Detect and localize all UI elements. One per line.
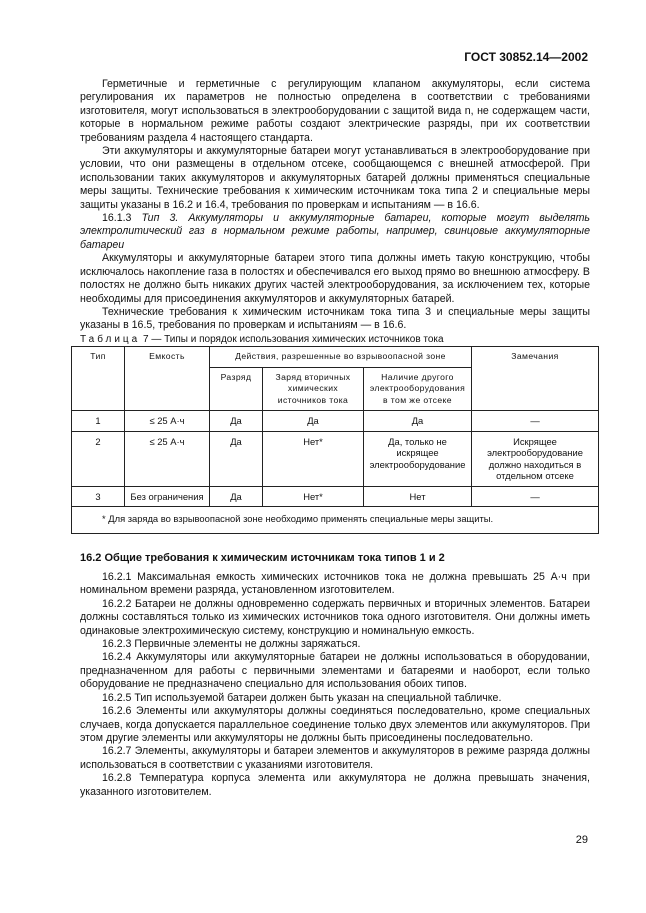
cell-type: 3 (72, 486, 125, 507)
document-header: ГОСТ 30852.14—2002 (464, 50, 588, 64)
header-discharge: Разряд (210, 367, 263, 411)
paragraph: 16.2.8 Температура корпуса элемента или аккумулятора не должна превышать значения, указанного изготовителем. (80, 772, 590, 798)
paragraph: Герметичные и герметичные с регулирующим клапаном аккумуляторы, если система регулирования их параметров не полностью определена в соответствии с требованиями изготовителя, могут использоваться в электрооборудовании с защитой вида n, не содержащем части, которые в нормальном режиме работы создают электрические разряды, при их соответствии требованиям раздела 4 настоящего стандарта. (80, 78, 590, 144)
paragraph: Технические требования к химическим источникам тока типа 3 и специальные меры защиты указаны в 16.5, требования по проверкам и испытаниям — в 16.6. (80, 305, 590, 332)
cell-charge: Нет* (263, 431, 364, 486)
cell-discharge: Да (210, 431, 263, 486)
header-charge: Заряд вторичных химических источников тока (263, 367, 364, 411)
paragraph: 16.2.5 Тип используемой батареи должен быть указан на специальной табличке. (102, 691, 502, 704)
paragraph: Эти аккумуляторы и аккумуляторные батареи могут устанавливаться в электрооборудование при условии, что они размещены в отдельном отсеке, сообщающемся с внешней атмосферой. При использовании таких аккумуляторов и аккумуляторных батарей должны применяться специальные меры защиты. Технические требования к химическим источникам тока типа 2 и специальные меры защиты указаны в 16.2 и 16.4, требования по проверкам и испытаниям — в 16.6. (80, 145, 590, 211)
cell-capacity: ≤ 25 А·ч (125, 411, 210, 432)
header-type: Тип (72, 347, 125, 411)
cell-discharge: Да (210, 411, 263, 432)
cell-other: Нет (364, 486, 472, 507)
cell-notes: Искрящее электрооборудование должно находиться в отдельном отсеке (472, 431, 599, 486)
cell-charge: Да (263, 411, 364, 432)
paragraph: 16.2.6 Элементы или аккумуляторы должны соединяться последовательно, кроме специальных случаев, когда допускается параллельное соединение только двух элементов или аккумуляторов. При этом другие элементы или аккумуляторы не должны быть присоединены последовательно. (80, 705, 590, 744)
table-caption (80, 333, 590, 346)
cell-charge: Нет* (263, 486, 364, 507)
battery-types-table (71, 346, 599, 534)
section-heading: 16.2 Общие требования к химическим источникам тока типов 1 и 2 (80, 551, 445, 564)
clause-16-1-3 (80, 212, 590, 252)
clause-title: Тип 3. Аккумуляторы и аккумуляторные батареи, которые могут выделять электролитический газ в нормальном режиме работы, например, свинцовые аккумуляторные батареи (80, 212, 590, 251)
cell-discharge: Да (210, 486, 263, 507)
header-actions: Действия, разрешенные во взрывоопасной зоне (210, 347, 472, 368)
table-row (72, 411, 599, 432)
table-row (72, 431, 599, 486)
cell-capacity: Без ограничения (125, 486, 210, 507)
page-content (80, 78, 590, 799)
header-capacity: Емкость (125, 347, 210, 411)
paragraph: 16.2.7 Элементы, аккумуляторы и батареи элементов и аккумуляторов в режиме разряда должны использоваться в соответствии с указаниями изготовителя. (80, 745, 590, 771)
paragraph: 16.2.3 Первичные элементы не должны заряжаться. (102, 638, 361, 651)
paragraph: 16.2.4 Аккумуляторы или аккумуляторные батареи не должны использоваться в оборудовании, предназначенном для работы с первичными элементами и батареями и наоборот, если только оборудование не предназначено специально для использования обоих типов. (80, 651, 590, 691)
cell-notes: — (472, 411, 599, 432)
header-other: Наличие другого электрооборудования в том же отсеке (364, 367, 472, 411)
cell-capacity: ≤ 25 А·ч (125, 431, 210, 486)
cell-type: 2 (72, 431, 125, 486)
cell-type: 1 (72, 411, 125, 432)
header-notes: Замечания (472, 347, 599, 411)
paragraph: 16.2.1 Максимальная емкость химических источников тока не должна превышать 25 А·ч при номинальном времени разряда, установленном изготовителем. (80, 571, 590, 597)
cell-other: Да (364, 411, 472, 432)
cell-notes: — (472, 486, 599, 507)
table-row (72, 486, 599, 507)
paragraph: 16.2.2 Батареи не должны одновременно содержать первичных и вторичных элементов. Батареи должны составляться только из химических источников тока одного изготовителя. Они должны иметь одинаковые электрохимическую систему, конструкцию и номинальную емкость. (80, 597, 590, 637)
table-footnote: * Для заряда во взрывоопасной зоне необходимо применять специальные меры защиты. (72, 507, 599, 534)
page-number: 29 (575, 834, 588, 846)
clause-number: 16.1.3 (102, 212, 132, 225)
cell-other: Да, только не искрящее электрооборудование (364, 431, 472, 486)
table-caption-label: Таблица (80, 333, 141, 345)
paragraph: Аккумуляторы и аккумуляторные батареи этого типа должны иметь такую конструкцию, чтобы исключалось накопление газа в полостях и обеспечивался его выход прямо во внешнюю атмосферу. В полостях не должно быть никаких других частей электрооборудования, за исключением тех, которые необходимы для присоединения аккумуляторов и аккумуляторных батарей. (80, 252, 590, 305)
table-caption-text: 7 — Типы и порядок использования химических источников тока (143, 333, 444, 345)
